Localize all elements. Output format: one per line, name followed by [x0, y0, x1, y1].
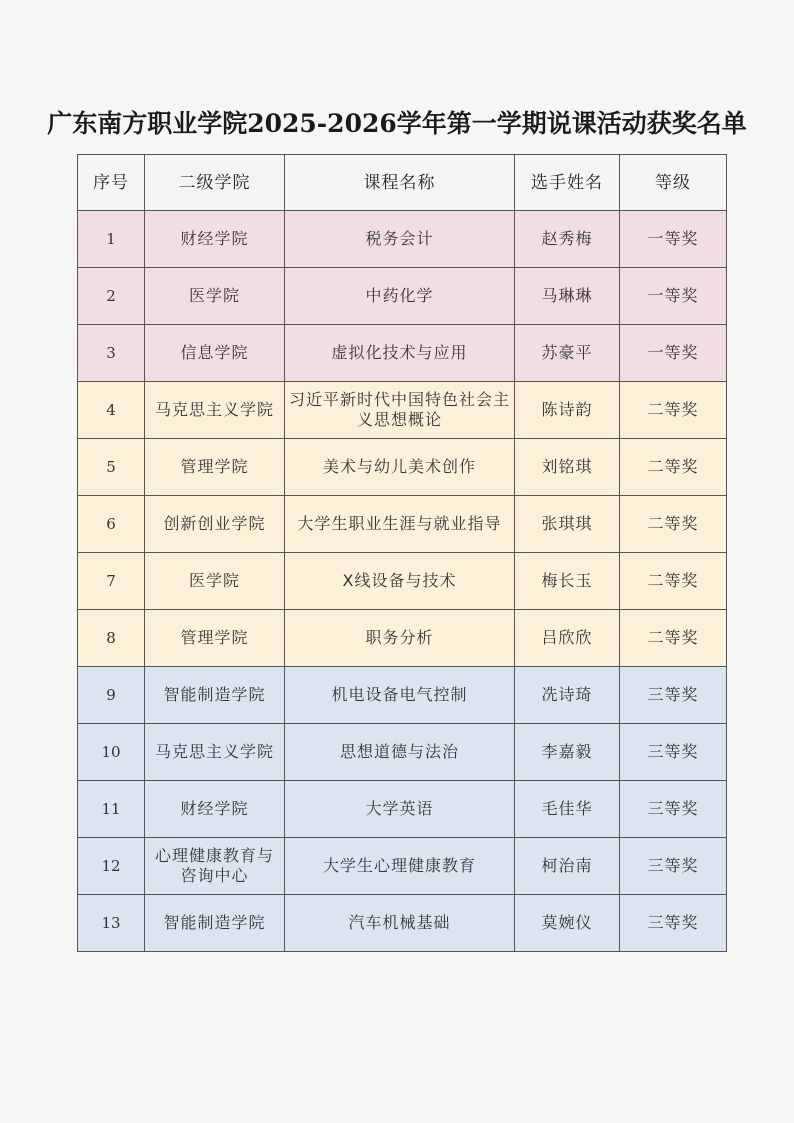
table-row	[78, 325, 727, 382]
cell-seq: 11	[78, 781, 145, 838]
header-seq: 序号	[78, 155, 145, 211]
cell-college: 管理学院	[145, 439, 285, 496]
cell-course: 思想道德与法治	[285, 724, 515, 781]
cell-course: 税务会计	[285, 211, 515, 268]
cell-name: 赵秀梅	[515, 211, 620, 268]
header-level: 等级	[620, 155, 727, 211]
cell-course: 职务分析	[285, 610, 515, 667]
cell-seq: 7	[78, 553, 145, 610]
cell-seq: 4	[78, 382, 145, 439]
cell-course: 汽车机械基础	[285, 895, 515, 952]
cell-name: 张琪琪	[515, 496, 620, 553]
table-row	[78, 781, 727, 838]
cell-name: 莫婉仪	[515, 895, 620, 952]
cell-college: 管理学院	[145, 610, 285, 667]
cell-seq: 2	[78, 268, 145, 325]
cell-level: 二等奖	[620, 382, 727, 439]
page-title: 广东南方职业学院2025-2026学年第一学期说课活动获奖名单	[47, 109, 747, 138]
cell-college: 创新创业学院	[145, 496, 285, 553]
cell-course: 大学英语	[285, 781, 515, 838]
award-table	[77, 154, 727, 952]
cell-seq: 10	[78, 724, 145, 781]
cell-seq: 8	[78, 610, 145, 667]
cell-level: 一等奖	[620, 268, 727, 325]
cell-name: 梅长玉	[515, 553, 620, 610]
table-row	[78, 382, 727, 439]
cell-course: 习近平新时代中国特色社会主义思想概论	[285, 382, 515, 439]
cell-seq: 13	[78, 895, 145, 952]
cell-course: 虚拟化技术与应用	[285, 325, 515, 382]
header-college: 二级学院	[145, 155, 285, 211]
cell-seq: 5	[78, 439, 145, 496]
cell-name: 毛佳华	[515, 781, 620, 838]
table-row	[78, 667, 727, 724]
cell-college: 马克思主义学院	[145, 724, 285, 781]
cell-level: 一等奖	[620, 325, 727, 382]
table-row	[78, 496, 727, 553]
cell-name: 陈诗韵	[515, 382, 620, 439]
cell-level: 三等奖	[620, 895, 727, 952]
cell-level: 一等奖	[620, 211, 727, 268]
cell-course: 机电设备电气控制	[285, 667, 515, 724]
cell-level: 二等奖	[620, 439, 727, 496]
cell-name: 柯治南	[515, 838, 620, 895]
header-name: 选手姓名	[515, 155, 620, 211]
header-row	[78, 155, 727, 211]
cell-seq: 9	[78, 667, 145, 724]
cell-course: 大学生职业生涯与就业指导	[285, 496, 515, 553]
cell-seq: 12	[78, 838, 145, 895]
cell-course: 大学生心理健康教育	[285, 838, 515, 895]
cell-course: 中药化学	[285, 268, 515, 325]
cell-level: 三等奖	[620, 838, 727, 895]
cell-seq: 3	[78, 325, 145, 382]
cell-college: 医学院	[145, 268, 285, 325]
cell-name: 李嘉毅	[515, 724, 620, 781]
table-row	[78, 268, 727, 325]
cell-level: 二等奖	[620, 553, 727, 610]
cell-college: 医学院	[145, 553, 285, 610]
table-row	[78, 553, 727, 610]
table-row	[78, 724, 727, 781]
table-row	[78, 211, 727, 268]
cell-name: 刘铭琪	[515, 439, 620, 496]
cell-seq: 6	[78, 496, 145, 553]
cell-college: 智能制造学院	[145, 667, 285, 724]
table-row	[78, 895, 727, 952]
cell-college: 财经学院	[145, 781, 285, 838]
cell-course: X线设备与技术	[285, 553, 515, 610]
cell-name: 吕欣欣	[515, 610, 620, 667]
cell-level: 三等奖	[620, 667, 727, 724]
table-row	[78, 610, 727, 667]
cell-name: 马琳琳	[515, 268, 620, 325]
cell-name: 冼诗琦	[515, 667, 620, 724]
table-row	[78, 439, 727, 496]
cell-college: 马克思主义学院	[145, 382, 285, 439]
cell-name: 苏豪平	[515, 325, 620, 382]
cell-college: 心理健康教育与咨询中心	[145, 838, 285, 895]
cell-level: 二等奖	[620, 496, 727, 553]
cell-level: 三等奖	[620, 781, 727, 838]
cell-course: 美术与幼儿美术创作	[285, 439, 515, 496]
table-row	[78, 838, 727, 895]
cell-college: 信息学院	[145, 325, 285, 382]
cell-college: 智能制造学院	[145, 895, 285, 952]
header-course: 课程名称	[285, 155, 515, 211]
cell-seq: 1	[78, 211, 145, 268]
cell-college: 财经学院	[145, 211, 285, 268]
cell-level: 二等奖	[620, 610, 727, 667]
cell-level: 三等奖	[620, 724, 727, 781]
